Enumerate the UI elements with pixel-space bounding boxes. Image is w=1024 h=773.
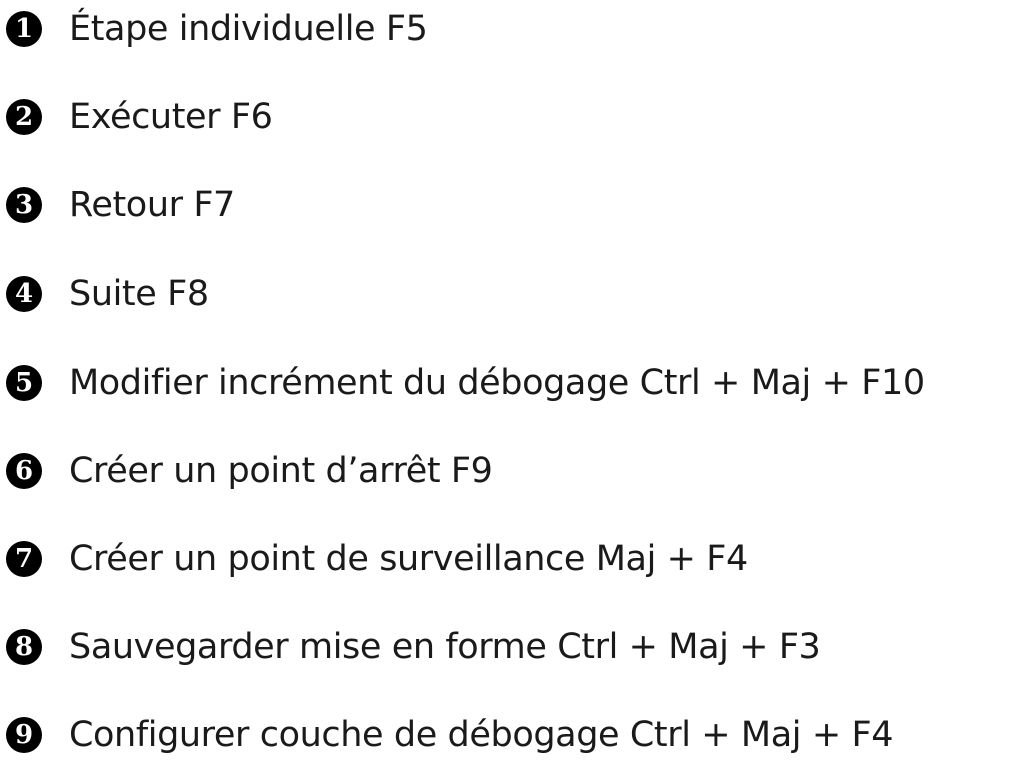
list-item — [6, 534, 748, 584]
list-item — [6, 710, 893, 760]
item-label: Modifier incrément du débogage Ctrl + Maj + F10 — [69, 363, 925, 403]
list-item — [6, 622, 820, 672]
list-item — [6, 92, 272, 142]
item-label: Sauvegarder mise en forme Ctrl + Maj + F3 — [69, 627, 821, 667]
number-9-icon: 9 — [6, 717, 42, 753]
item-label: Suite F8 — [69, 274, 209, 314]
number-7-icon: 7 — [6, 541, 42, 577]
item-label: Configurer couche de débogage Ctrl + Maj + F4 — [69, 715, 894, 755]
list-item — [6, 4, 428, 54]
item-label: Créer un point de surveillance Maj + F4 — [69, 539, 748, 579]
list-item — [6, 446, 492, 496]
item-label: Créer un point d’arrêt F9 — [69, 451, 493, 491]
number-3-icon: 3 — [6, 187, 42, 223]
number-1-icon: 1 — [6, 11, 42, 47]
number-4-icon: 4 — [6, 276, 42, 312]
number-5-icon: 5 — [6, 365, 42, 401]
item-label: Retour F7 — [69, 185, 235, 225]
list-item — [6, 269, 209, 319]
number-8-icon: 8 — [6, 629, 42, 665]
item-label: Exécuter F6 — [69, 97, 273, 137]
list-item — [6, 180, 235, 230]
number-2-icon: 2 — [6, 99, 42, 135]
list-item — [6, 358, 925, 408]
number-6-icon: 6 — [6, 453, 42, 489]
item-label: Étape individuelle F5 — [69, 9, 428, 49]
